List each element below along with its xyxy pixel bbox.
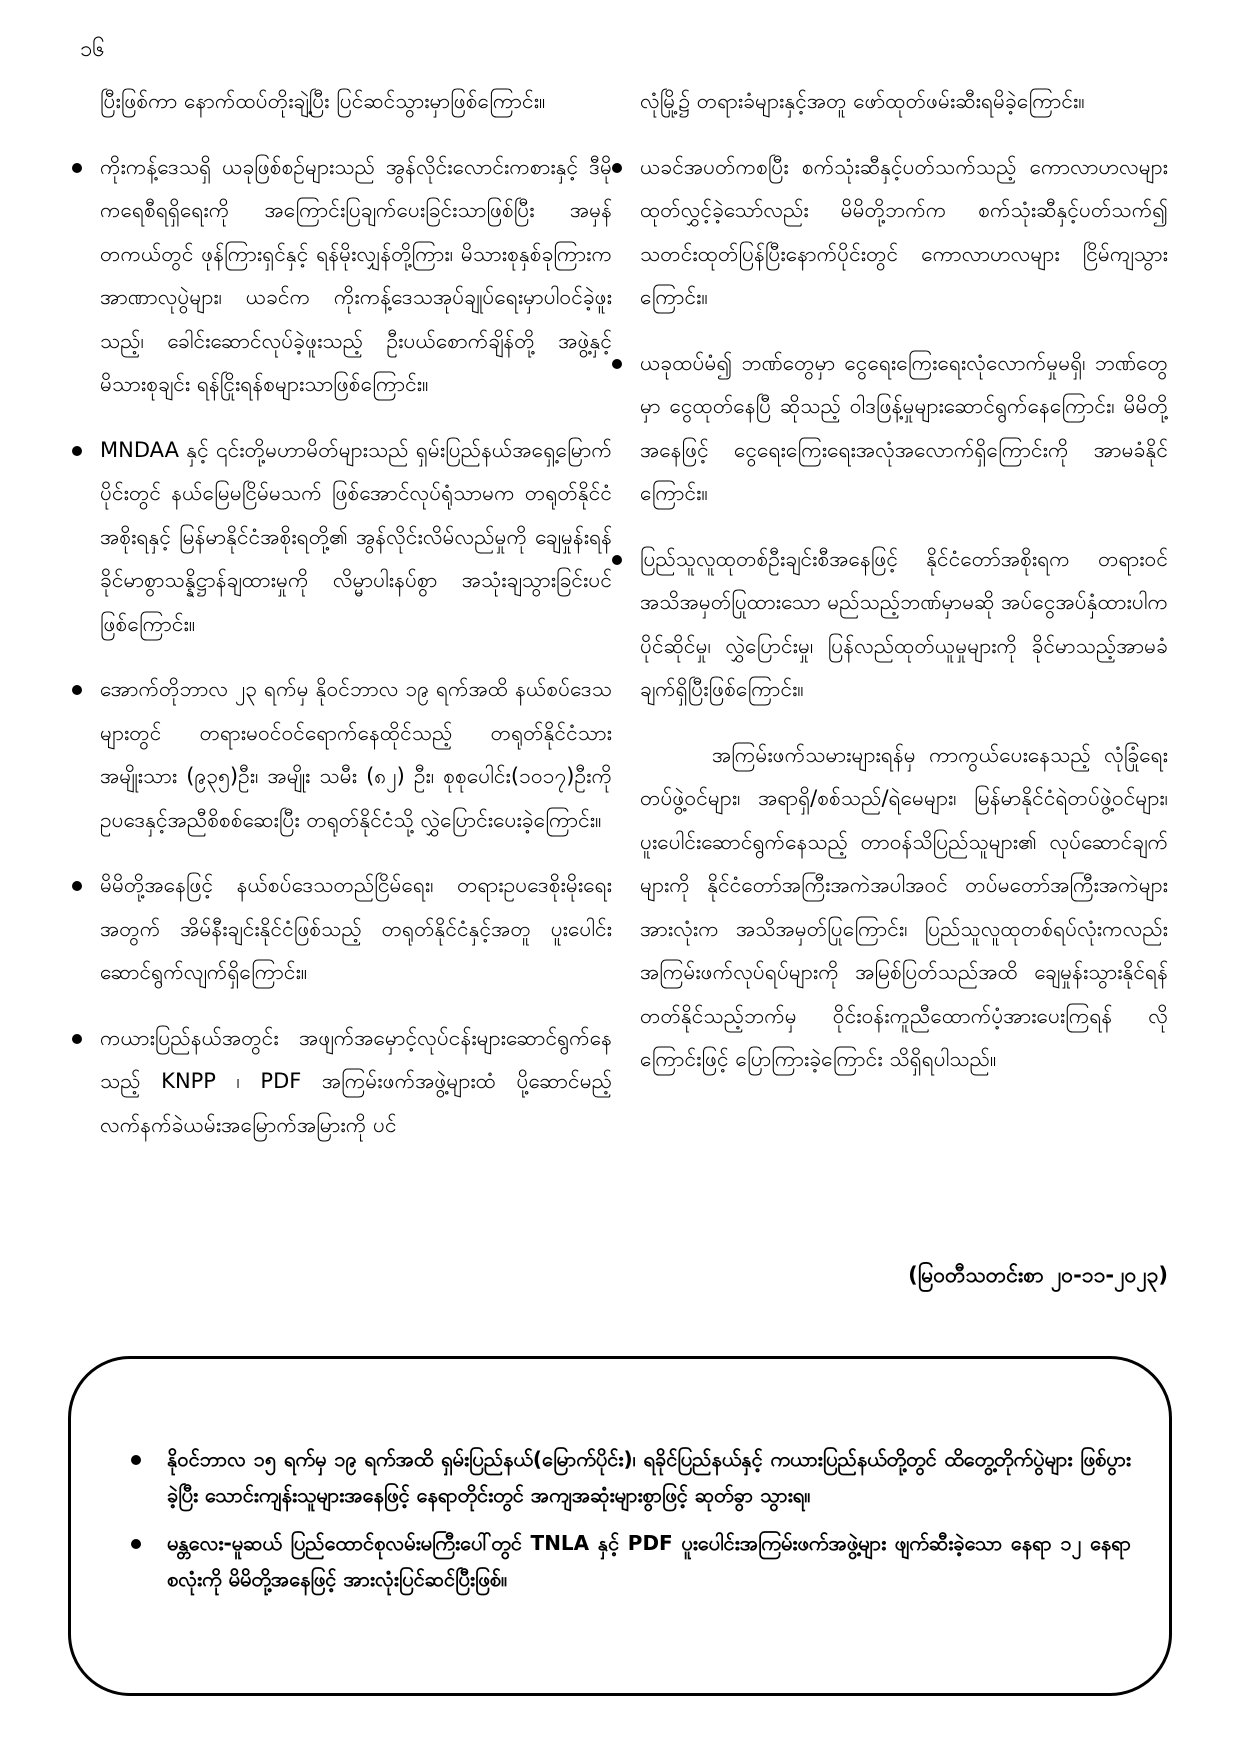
bullet-dot-icon [72,1034,82,1044]
right-bullet-text: ယခုထပ်မံ၍ ဘဏ်တွေမှာ ငွေရေးကြေးရေးလုံလောက်မှုမရှိ၊ ဘဏ်တွေမှာ ငွေထုတ်နေပြီ ဆိုသည့် ဝါဒဖြန့်မှုများဆောင်ရွက်နေကြောင်း၊ မိမိတို့အနေဖြင့် ငွေရေးကြေးရေးအလုံအလောက်ရှိကြောင်းကို အာမခံနိုင်ကြောင်း။ [640,350,1168,505]
bullet-dot-icon [72,685,82,695]
summary-box [68,1356,1172,1696]
left-continuation-paragraph: ပြီးဖြစ်ကာ နောက်ထပ်တိုးချဲ့ပြီး ပြင်ဆင်သွားမှာဖြစ်ကြောင်း။ [100,89,546,113]
bullet-dot-icon [612,359,622,369]
bullet-dot-icon [131,1455,141,1465]
right-bullet-item [640,146,1168,320]
bullet-dot-icon [612,555,622,565]
source-citation: (မြဝတီသတင်းစာ ၂၀-၁၁-၂၀၂၃) [908,1263,1168,1287]
left-bullet-item [100,146,612,407]
left-bullet-text: MNDAA နှင့် ၎င်းတို့မဟာမိတ်များသည် ရှမ်းပြည်နယ်အရှေ့မြောက်ပိုင်းတွင် နယ်မြေမငြိမ်မသက် ဖြစ်အောင်လုပ်ရုံသာမက တရုတ်နိုင်ငံအစိုးရနှင့် မြန်မာနိုင်ငံအစိုးရတို့၏ အွန်လိုင်းလိမ်လည်မှုကို ချေမှုန်းရန် ခိုင်မာစွာသန္နိဋ္ဌာန်ချထားမှုကို လိမ္မာပါးနပ်စွာ အသုံးချသွားခြင်းပင်ဖြစ်ကြောင်း။ [100,437,612,636]
summary-item-text: မန္တလေး-မူဆယ် ပြည်ထောင်စုလမ်းမကြီးပေါ်တွင် TNLA နှင့် PDF ပူးပေါင်းအကြမ်းဖက်အဖွဲ့များ ဖျက်ဆီးခဲ့သော နေရာ ၁၂ နေရာစလုံးကို မိမိတို့အနေဖြင့် အားလုံးပြင်ဆင်ပြီးဖြစ်။ [167,1531,1131,1591]
bullet-dot-icon [72,881,82,891]
right-bullet-text: ပြည်သူလူထုတစ်ဦးချင်းစီအနေဖြင့် နိုင်ငံတော်အစိုးရက တရားဝင်အသိအမှတ်ပြုထားသော မည်သည့်ဘဏ်မှာမဆို အပ်ငွေအပ်နှံထားပါက ပိုင်ဆိုင်မှု၊ လွှဲပြောင်းမှု၊ ပြန်လည်ထုတ်ယူမှုများကို ခိုင်မာသည့်အာမခံချက်ရှိပြီးဖြစ်ကြောင်း။ [640,546,1168,701]
bullet-dot-icon [72,163,82,173]
left-bullet-text: အောက်တိုဘာလ ၂၃ ရက်မှ နိုဝင်ဘာလ ၁၉ ရက်အထိ နယ်စပ်ဒေသများတွင် တရားမဝင်ဝင်ရောက်နေထိုင်သည့် တရုတ်နိုင်ငံသား အမျိုးသား (၉၃၅)ဦး၊ အမျိုး သမီး (၈၂) ဦး၊ စုစုပေါင်း(၁၀၁၇)ဦးကို ဥပဒေနှင့်အညီစိစစ်ဆေးပြီး တရုတ်နိုင်ငံသို့ လွှဲပြောင်းပေးခဲ့ကြောင်း။ [100,677,612,832]
left-column [100,80,612,1169]
left-bullet-item [100,429,612,647]
summary-item [131,1441,1131,1513]
summary-item-text: နိုဝင်ဘာလ ၁၅ ရက်မှ ၁၉ ရက်အထိ ရှမ်းပြည်နယ်(မြောက်ပိုင်း)၊ ရခိုင်ပြည်နယ်နှင့် ကယားပြည်နယ်တို့တွင် ထိတွေ့တိုက်ပွဲများ ဖြစ်ပွားခဲ့ပြီး သောင်းကျန်းသူများအနေဖြင့် နေရာတိုင်းတွင် အကျအဆုံးများစွာဖြင့် ဆုတ်ခွာ သွားရ။ [167,1447,1131,1507]
right-bullet-item [640,342,1168,516]
right-bullet-text: ယခင်အပတ်ကစပြီး စက်သုံးဆီနှင့်ပတ်သက်သည့် ကောလာဟလများ ထုတ်လွှင့်ခဲ့သော်လည်း မိမိတို့ဘက်က စက်သုံးဆီနှင့်ပတ်သက်၍ သတင်းထုတ်ပြန်ပြီးနောက်ပိုင်းတွင် ကောလာဟလများ ငြိမ်ကျသွားကြောင်း။ [640,154,1168,309]
left-bullet-text: ကိုးကန့်ဒေသရှိ ယခုဖြစ်စဉ်များသည် အွန်လိုင်းလောင်းကစားနှင့် ဒီမိုကရေစီရရှိရေးကို အကြောင်းပြချက်ပေးခြင်းသာဖြစ်ပြီး အမှန်တကယ်တွင် ဖုန်ကြားရှင်နှင့် ရန်မိုးလျှန်တို့ကြား၊ မိသားစုနှစ်ခုကြားက အာဏာလုပွဲများ၊ ယခင်က ကိုးကန့်ဒေသအုပ်ချုပ်ရေးမှာပါဝင်ခဲ့ဖူးသည့်၊ ခေါင်းဆောင်လုပ်ခဲ့ဖူးသည့် ဦးပယ်စောက်ချိန်တို့ အဖွဲ့နှင့် မိသားစုချင်း ရန်ငြိုးရန်စများသာဖြစ်ကြောင်း။ [100,154,612,396]
right-column [640,80,1168,1104]
left-bullet-text: မိမိတို့အနေဖြင့် နယ်စပ်ဒေသတည်ငြိမ်ရေး၊ တရားဥပဒေစိုးမိုးရေးအတွက် အိမ်နီးချင်းနိုင်ငံဖြစ်သည့် တရုတ်နိုင်ငံနှင့်အတူ ပူးပေါင်းဆောင်ရွက်လျက်ရှိကြောင်း။ [100,873,612,984]
bullet-dot-icon [131,1539,141,1549]
left-bullet-item [100,864,612,995]
bullet-dot-icon [72,446,82,456]
right-continuation-paragraph: လုံမြို့၌ တရားခံများနှင့်အတူ ဖော်ထုတ်ဖမ်းဆီးရမိခဲ့ကြောင်း။ [640,89,1085,113]
bullet-dot-icon [612,163,622,173]
summary-list [131,1441,1131,1609]
summary-item [131,1525,1131,1597]
right-bullet-item [640,538,1168,712]
left-bullet-item [100,668,612,842]
left-bullet-text: ကယားပြည်နယ်အတွင်း အဖျက်အမှောင့်လုပ်ငန်းများဆောင်ရွက်နေသည့် KNPP ၊ PDF အကြမ်းဖက်အဖွဲ့များထံ ပို့ဆောင်မည့် လက်နက်ခဲယမ်းအမြောက်အမြားကို ပင် [100,1025,612,1137]
page-number: ၁၆ [80,37,105,62]
left-bullet-item [100,1017,612,1148]
closing-paragraph: အကြမ်းဖက်သမားများရန်မှ ကာကွယ်ပေးနေသည့် လုံခြုံရေးတပ်ဖွဲ့ဝင်များ၊ အရာရှိ/စစ်သည်/ရဲမေများ၊ မြန်မာနိုင်ငံရဲတပ်ဖွဲ့ဝင်များ၊ ပူးပေါင်းဆောင်ရွက်နေသည့် တာဝန်သိပြည်သူများ၏ လုပ်ဆောင်ချက်များကို နိုင်ငံတော်အကြီးအကဲအပါအဝင် တပ်မတော်အကြီးအကဲများအားလုံးက အသိအမှတ်ပြုကြောင်း၊ ပြည်သူလူထုတစ်ရပ်လုံးကလည်း အကြမ်းဖက်လုပ်ရပ်များကို အမြစ်ပြတ်သည်အထိ ချေမှုန်းသွားနိုင်ရန် တတ်နိုင်သည့်ဘက်မှ ဝိုင်းဝန်းကူညီထောက်ပံ့အားပေးကြရန် လိုကြောင်းဖြင့် ပြောကြားခဲ့ကြောင်း သိရှိရပါသည်။ [640,742,1168,1071]
